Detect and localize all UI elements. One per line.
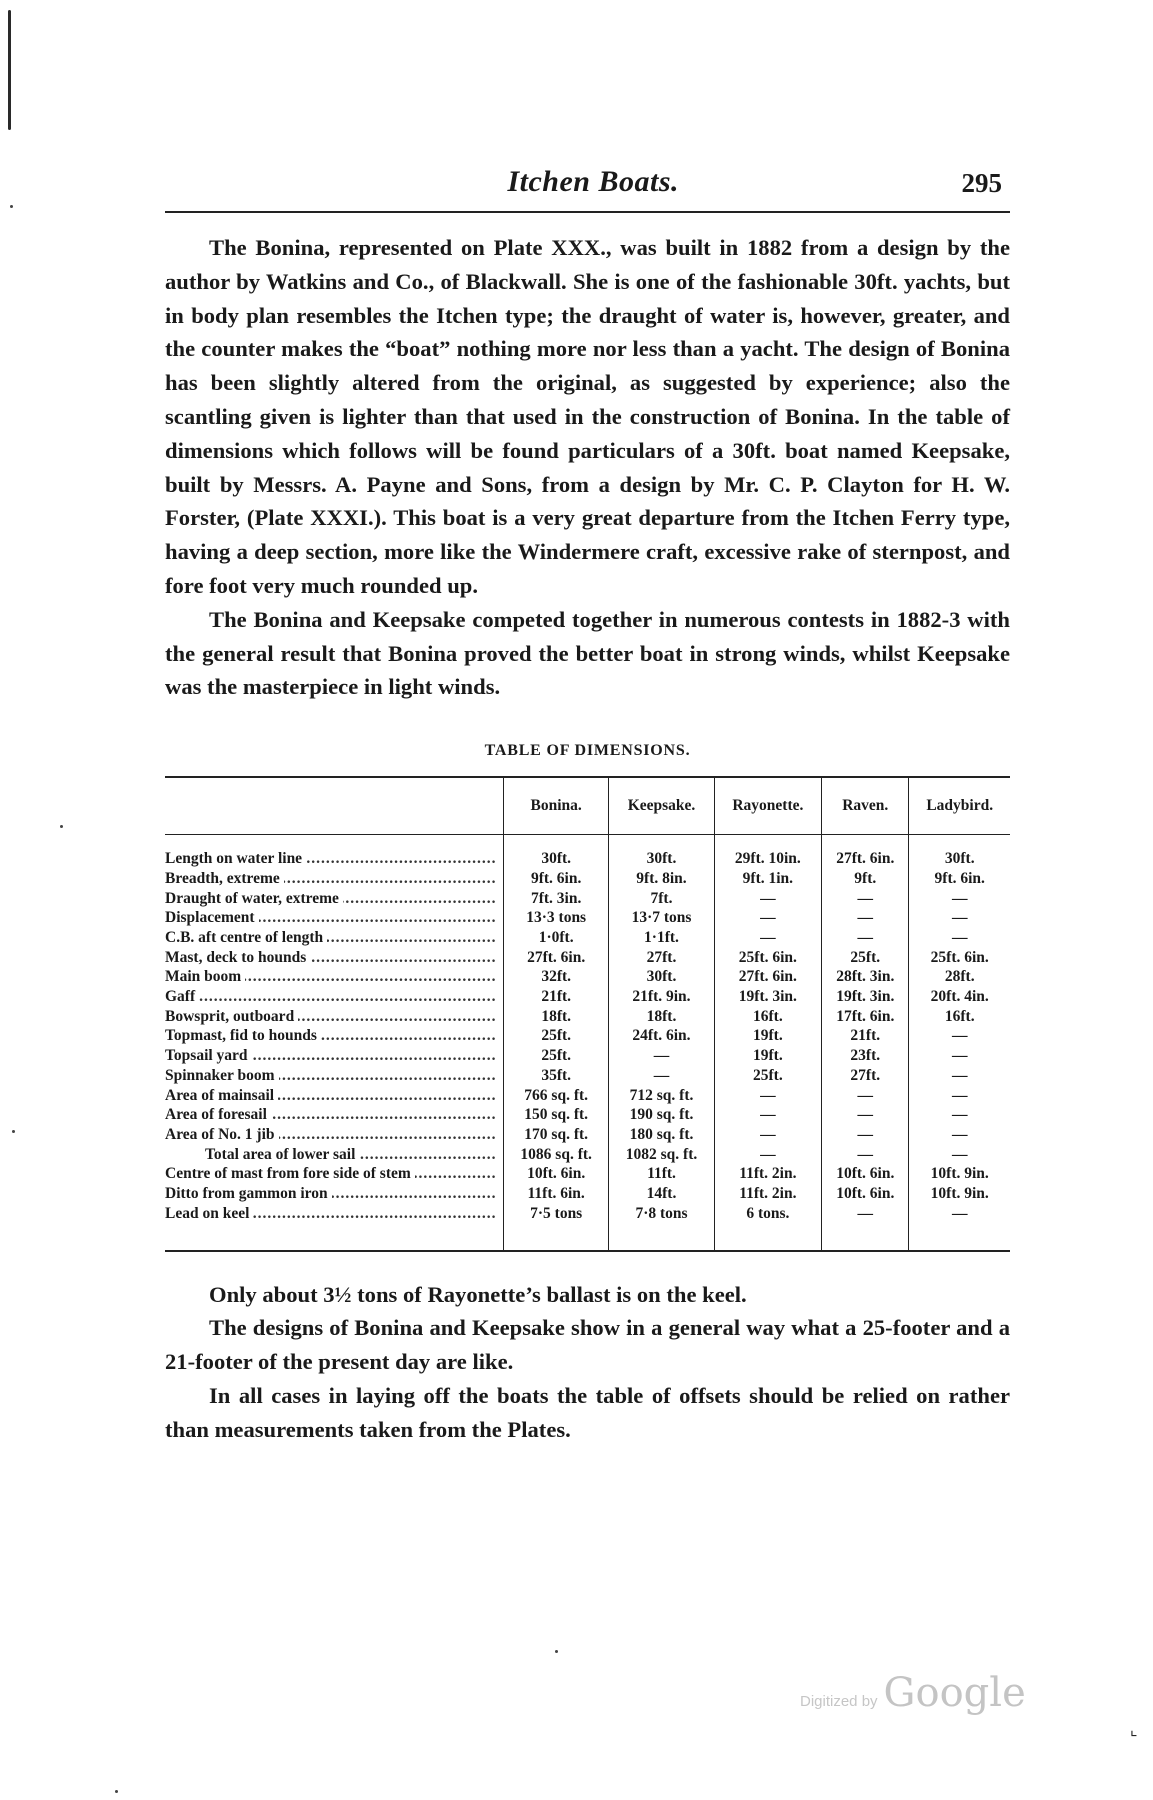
- row-label-cell: [165, 1007, 504, 1027]
- value-cell: —: [822, 1105, 909, 1125]
- paragraph: The Bonina, represented on Plate XXX., was built in 1882 from a design by the author by Watkins and Co., of Blackwall. She is one of the fashionable 30ft. yachts, but in body plan resembles the Itchen type; the draught of water is, however, greater, and the counter makes the “boat” nothing more nor less than a yacht. The design of Bonina has been slightly altered from the original, as suggested by experience; also the scantling given is lighter than that used in the construction of Bonina. In the table of dimensions which follows will be found particulars of a 30ft. boat named Keepsake, built by Messrs. A. Payne and Sons, from a design by Mr. C. P. Clayton for H. W. Forster, (Plate XXXI.). This boat is a very great departure from the Itchen Ferry type, having a deep section, more like the Windermere craft, excessive rake of sternpost, and fore foot very much rounded up.: [165, 235, 1010, 598]
- row-label: Length on water line: [165, 850, 306, 867]
- scan-speck: [115, 1790, 118, 1793]
- margin-scan-line: [8, 10, 11, 130]
- value-cell: 7ft.: [609, 889, 714, 909]
- value-cell: —: [822, 1204, 909, 1251]
- value-cell: 11ft. 2in.: [714, 1184, 821, 1204]
- value-cell: 25ft. 6in.: [714, 948, 821, 968]
- value-cell: —: [909, 908, 1010, 928]
- row-label-cell: [165, 967, 504, 987]
- row-label: Topmast, fid to hounds: [165, 1027, 321, 1044]
- value-cell: 29ft. 10in.: [714, 849, 821, 869]
- value-cell: 9ft. 6in.: [909, 869, 1010, 889]
- value-cell: —: [909, 1204, 1010, 1251]
- value-cell: 1·1ft.: [609, 928, 714, 948]
- value-cell: 7·5 tons: [504, 1204, 609, 1251]
- value-cell: —: [822, 928, 909, 948]
- value-cell: 25ft.: [504, 1026, 609, 1046]
- row-label: Main boom: [165, 968, 245, 985]
- column-header: Rayonette.: [714, 777, 821, 835]
- paragraph: In all cases in laying off the boats the table of offsets should be relied on rather than measurements taken from the Plates.: [165, 1382, 1010, 1442]
- paragraph: Only about 3½ tons of Rayonette’s ballast is on the keel.: [209, 1281, 747, 1307]
- value-cell: —: [822, 1125, 909, 1145]
- table-row: [165, 1184, 1010, 1204]
- value-cell: —: [714, 928, 821, 948]
- row-label: Ditto from gammon iron: [165, 1185, 332, 1202]
- value-cell: 21ft.: [504, 987, 609, 1007]
- row-label: Bowsprit, outboard: [165, 1008, 298, 1025]
- value-cell: 9ft.: [822, 869, 909, 889]
- table-body: [165, 835, 1010, 1251]
- value-cell: 18ft.: [504, 1007, 609, 1027]
- value-cell: 10ft. 9in.: [909, 1164, 1010, 1184]
- value-cell: 6 tons.: [714, 1204, 821, 1251]
- value-cell: 10ft. 6in.: [822, 1164, 909, 1184]
- value-cell: 19ft.: [714, 1026, 821, 1046]
- value-cell: 9ft. 1in.: [714, 869, 821, 889]
- value-cell: 19ft. 3in.: [822, 987, 909, 1007]
- value-cell: 10ft. 6in.: [504, 1164, 609, 1184]
- value-cell: 28ft.: [909, 967, 1010, 987]
- value-cell: 30ft.: [909, 849, 1010, 869]
- row-label-cell: [165, 928, 504, 948]
- value-cell: —: [909, 1086, 1010, 1106]
- value-cell: 27ft. 6in.: [714, 967, 821, 987]
- value-cell: 30ft.: [504, 849, 609, 869]
- value-cell: —: [822, 908, 909, 928]
- value-cell: 1·0ft.: [504, 928, 609, 948]
- table-title: TABLE OF DIMENSIONS.: [484, 742, 691, 760]
- corner-mark-icon: ⌞: [1130, 1720, 1138, 1739]
- table-row: [165, 908, 1010, 928]
- table-row: [165, 1086, 1010, 1106]
- row-label-cell: [165, 1066, 504, 1086]
- table-row: [165, 849, 1010, 869]
- table-header-row: [165, 777, 1010, 835]
- row-label: Area of foresail: [165, 1106, 271, 1123]
- row-label: Total area of lower sail: [165, 1146, 359, 1163]
- row-label-cell: [165, 869, 504, 889]
- table-row: [165, 889, 1010, 909]
- paragraph: The designs of Bonina and Keepsake show in a general way what a 25-footer and a 21-footer of the present day are like.: [165, 1315, 1010, 1375]
- value-cell: 14ft.: [609, 1184, 714, 1204]
- table-row: [165, 928, 1010, 948]
- value-cell: 27ft.: [609, 948, 714, 968]
- table-row: [165, 1204, 1010, 1251]
- table-row: [165, 1046, 1010, 1066]
- dimensions-table: [165, 776, 1010, 1251]
- row-label: Lead on keel: [165, 1205, 253, 1222]
- value-cell: —: [909, 928, 1010, 948]
- value-cell: 16ft.: [714, 1007, 821, 1027]
- value-cell: 27ft. 6in.: [822, 849, 909, 869]
- row-label: Area of No. 1 jib: [165, 1126, 279, 1143]
- value-cell: 9ft. 8in.: [609, 869, 714, 889]
- row-label: C.B. aft centre of length: [165, 929, 327, 946]
- column-header: Raven.: [822, 777, 909, 835]
- value-cell: 25ft. 6in.: [909, 948, 1010, 968]
- table-row: [165, 1026, 1010, 1046]
- google-logo: Google: [883, 1670, 1026, 1716]
- row-label-cell: [165, 1204, 504, 1251]
- row-label-cell: [165, 889, 504, 909]
- value-cell: 24ft. 6in.: [609, 1026, 714, 1046]
- value-cell: —: [714, 1105, 821, 1125]
- value-cell: 7·8 tons: [609, 1204, 714, 1251]
- column-header-item: [165, 777, 504, 835]
- watermark-prefix: Digitized by: [800, 1693, 878, 1710]
- column-header: Ladybird.: [909, 777, 1010, 835]
- row-label: Draught of water, extreme: [165, 890, 343, 907]
- value-cell: 1082 sq. ft.: [609, 1145, 714, 1165]
- value-cell: —: [609, 1066, 714, 1086]
- table-row: [165, 1105, 1010, 1125]
- value-cell: —: [909, 1145, 1010, 1165]
- table-row: [165, 1145, 1010, 1165]
- value-cell: 11ft.: [609, 1164, 714, 1184]
- value-cell: 19ft.: [714, 1046, 821, 1066]
- body-text: [165, 231, 1010, 704]
- row-label-cell: [165, 1145, 504, 1165]
- value-cell: 19ft. 3in.: [714, 987, 821, 1007]
- value-cell: 21ft. 9in.: [609, 987, 714, 1007]
- page-header: [165, 165, 1010, 213]
- table-row: [165, 948, 1010, 968]
- value-cell: —: [909, 889, 1010, 909]
- table-row: [165, 987, 1010, 1007]
- value-cell: 25ft.: [822, 948, 909, 968]
- value-cell: —: [822, 889, 909, 909]
- row-label: Gaff: [165, 988, 199, 1005]
- row-label: Spinnaker boom: [165, 1067, 279, 1084]
- value-cell: 28ft. 3in.: [822, 967, 909, 987]
- row-label-cell: [165, 1184, 504, 1204]
- column-header: Keepsake.: [609, 777, 714, 835]
- value-cell: —: [909, 1046, 1010, 1066]
- value-cell: —: [609, 1046, 714, 1066]
- row-label: Centre of mast from fore side of stem: [165, 1165, 415, 1182]
- row-label-cell: [165, 987, 504, 1007]
- value-cell: 30ft.: [609, 967, 714, 987]
- row-label-cell: [165, 1046, 504, 1066]
- value-cell: 11ft. 6in.: [504, 1184, 609, 1204]
- row-label-cell: [165, 908, 504, 928]
- value-cell: 35ft.: [504, 1066, 609, 1086]
- table-row: [165, 1066, 1010, 1086]
- value-cell: 17ft. 6in.: [822, 1007, 909, 1027]
- book-page: [165, 165, 1010, 1447]
- row-label: Displacement: [165, 909, 259, 926]
- table-row: [165, 869, 1010, 889]
- paragraph: The Bonina and Keepsake competed together in numerous contests in 1882-3 with the general result that Bonina proved the better boat in strong winds, whilst Keepsake was the masterpiece in light winds.: [165, 606, 1010, 700]
- value-cell: —: [714, 889, 821, 909]
- table-row: [165, 1125, 1010, 1145]
- row-label: Mast, deck to hounds: [165, 949, 310, 966]
- value-cell: 21ft.: [822, 1026, 909, 1046]
- value-cell: 23ft.: [822, 1046, 909, 1066]
- value-cell: —: [714, 908, 821, 928]
- scan-speck: [555, 1650, 558, 1653]
- value-cell: —: [822, 1086, 909, 1106]
- value-cell: 10ft. 6in.: [822, 1184, 909, 1204]
- value-cell: 18ft.: [609, 1007, 714, 1027]
- spacer-row: [165, 835, 1010, 850]
- value-cell: —: [714, 1125, 821, 1145]
- row-label: Topsail yard: [165, 1047, 252, 1064]
- value-cell: 180 sq. ft.: [609, 1125, 714, 1145]
- value-cell: 25ft.: [504, 1046, 609, 1066]
- value-cell: 13·7 tons: [609, 908, 714, 928]
- value-cell: 1086 sq. ft.: [504, 1145, 609, 1165]
- value-cell: —: [909, 1125, 1010, 1145]
- scan-speck: [60, 825, 63, 828]
- value-cell: —: [822, 1145, 909, 1165]
- value-cell: 7ft. 3in.: [504, 889, 609, 909]
- value-cell: 32ft.: [504, 967, 609, 987]
- value-cell: 11ft. 2in.: [714, 1164, 821, 1184]
- value-cell: 20ft. 4in.: [909, 987, 1010, 1007]
- value-cell: 16ft.: [909, 1007, 1010, 1027]
- value-cell: —: [714, 1145, 821, 1165]
- post-table-text: [165, 1278, 1010, 1447]
- page-number: 295: [961, 168, 1002, 198]
- value-cell: 150 sq. ft.: [504, 1105, 609, 1125]
- table-row: [165, 1007, 1010, 1027]
- value-cell: 712 sq. ft.: [609, 1086, 714, 1106]
- value-cell: —: [909, 1026, 1010, 1046]
- column-header: Bonina.: [504, 777, 609, 835]
- value-cell: 190 sq. ft.: [609, 1105, 714, 1125]
- value-cell: —: [909, 1105, 1010, 1125]
- row-label: Area of mainsail: [165, 1087, 278, 1104]
- table-row: [165, 967, 1010, 987]
- row-label-cell: [165, 948, 504, 968]
- value-cell: 766 sq. ft.: [504, 1086, 609, 1106]
- value-cell: 13·3 tons: [504, 908, 609, 928]
- value-cell: 25ft.: [714, 1066, 821, 1086]
- table-row: [165, 1164, 1010, 1184]
- value-cell: —: [714, 1086, 821, 1106]
- row-label-cell: [165, 1125, 504, 1145]
- value-cell: 170 sq. ft.: [504, 1125, 609, 1145]
- running-title: Itchen Boats.: [507, 165, 680, 198]
- digitized-watermark: [800, 1670, 1026, 1716]
- value-cell: 9ft. 6in.: [504, 869, 609, 889]
- scan-speck: [12, 1130, 15, 1133]
- row-label-cell: [165, 1164, 504, 1184]
- value-cell: 10ft. 9in.: [909, 1184, 1010, 1204]
- value-cell: 27ft. 6in.: [504, 948, 609, 968]
- row-label-cell: [165, 1086, 504, 1106]
- row-label-cell: [165, 1105, 504, 1125]
- row-label-cell: [165, 849, 504, 869]
- scan-speck: [10, 205, 13, 208]
- value-cell: —: [909, 1066, 1010, 1086]
- row-label: Breadth, extreme: [165, 870, 284, 887]
- value-cell: 27ft.: [822, 1066, 909, 1086]
- row-label-cell: [165, 1026, 504, 1046]
- value-cell: 30ft.: [609, 849, 714, 869]
